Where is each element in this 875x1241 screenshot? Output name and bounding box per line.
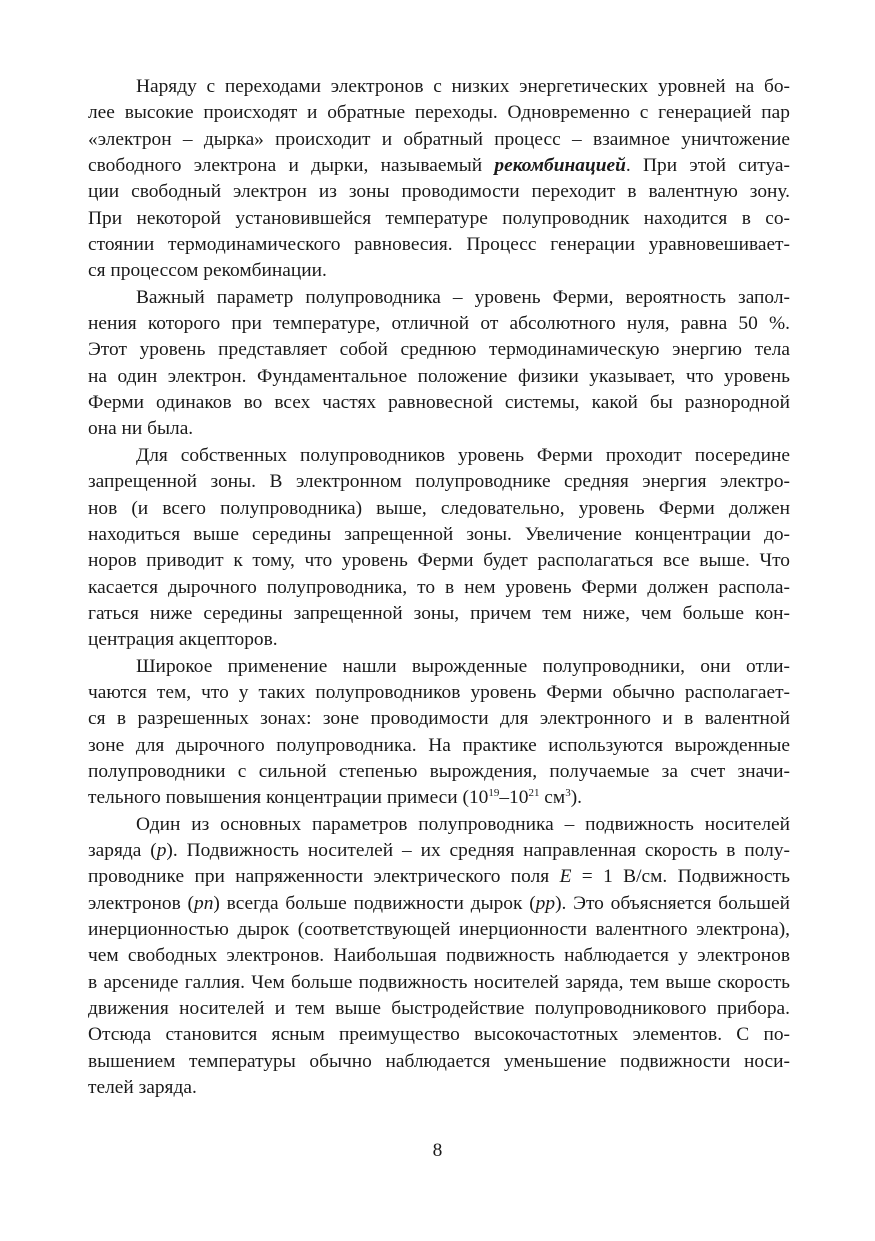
text-line: стоянии термодинамического равновесия. Процесс генерации уравновешивает-: [88, 234, 790, 256]
text-line: лее высокие происходят и обратные переходы. Одновременно с генерацией пар: [88, 102, 790, 124]
text-line: заряда (p). Подвижность носителей – их средняя направленная скорость в полу-: [88, 839, 790, 861]
superscript: 3: [565, 787, 571, 800]
text-line: электронов (pn) всегда больше подвижности дырок (pp). Это объясняется большей: [88, 892, 790, 914]
variable: E: [559, 866, 572, 888]
text-line: полупроводники с сильной степенью вырождения, получаемые за счет значи-: [88, 760, 790, 782]
text-line: она ни была.: [88, 418, 194, 440]
text-line: ции свободный электрон из зоны проводимости переходит в валентную зону.: [88, 181, 790, 203]
text-line: Широкое применение нашли вырожденные полупроводники, они отли-: [136, 655, 790, 677]
superscript: 21: [528, 787, 540, 800]
text-line: касается дырочного полупроводника, то в нем уровень Ферми должен распола-: [88, 576, 790, 598]
text-line: зоне для дырочного полупроводника. На практике используются вырожденные: [88, 734, 790, 756]
text-line: Важный параметр полупроводника – уровень Ферми, вероятность запол-: [136, 286, 790, 308]
paragraph-intrinsic-semiconductors: [88, 443, 790, 654]
text-line: в арсениде галлия. Чем больше подвижность носителей заряда, тем выше скорость: [88, 971, 790, 993]
text-line: ся процессом рекомбинации.: [88, 260, 327, 282]
text-line: норов приводит к тому, что уровень Ферми будет располагаться все выше. Что: [88, 550, 790, 572]
text-line: центрация акцепторов.: [88, 629, 278, 651]
text-line: запрещенной зоны. В электронном полупроводнике средняя энергия электро-: [88, 471, 790, 493]
text-line: чем свободных электронов. Наибольшая подвижность наблюдается у электронов: [88, 945, 790, 967]
text-line: свободного электрона и дырки, называемый рекомбинацией. При этой ситуа-: [88, 155, 790, 177]
text-line: Наряду с переходами электронов с низких энергетических уровней на бо-: [136, 76, 790, 97]
text-line: «электрон – дырка» происходит и обратный процесс – взаимное уничтожение: [88, 128, 790, 150]
text-line: чаются тем, что у таких полупроводников уровень Ферми обычно располагает-: [88, 681, 790, 703]
variable: pp: [535, 892, 556, 914]
emphasized-term: рекомбинацией: [494, 155, 626, 177]
page-number: 8: [432, 1140, 443, 1161]
text-line: тельного повышения концентрации примеси ($10^{19}-10^{21}$ $см^3$).: [88, 787, 582, 809]
paragraph-fermi-level: [88, 285, 790, 443]
paragraph-carrier-mobility: [88, 812, 790, 1102]
text-line: находиться выше середины запрещенной зоны. Увеличение концентрации до-: [88, 523, 790, 545]
text-line: Для собственных полупроводников уровень Ферми проходит посередине: [136, 444, 790, 466]
text-line: Один из основных параметров полупроводника – подвижность носителей: [136, 813, 790, 835]
text-line: Отсюда становится ясным преимущество высокочастотных элементов. С по-: [88, 1024, 790, 1046]
text-line: При некоторой установившейся температуре полупроводник находится в со-: [88, 207, 790, 229]
text-line: Этот уровень представляет собой среднюю термодинамическую энергию тела: [88, 339, 790, 361]
variable: p: [156, 839, 167, 861]
text-line: движения носителей и тем выше быстродействие полупроводникового прибора.: [88, 998, 790, 1020]
document-body: [88, 74, 790, 1101]
text-line: проводнике при напряженности электрического поля E = 1 В/см. Подвижность: [88, 866, 790, 888]
text-line: ся в разрешенных зонах: зоне проводимости для электронного и в валентной: [88, 708, 790, 730]
superscript: 19: [488, 787, 500, 800]
paragraph-degenerate-semiconductors: [88, 654, 790, 812]
text-line: вышением температуры обычно наблюдается уменьшение подвижности носи-: [88, 1050, 790, 1072]
text-line: Ферми одинаков во всех частях равновесной системы, какой бы разнородной: [88, 392, 790, 414]
text-line: гаться ниже середины запрещенной зоны, причем тем ниже, чем больше кон-: [88, 602, 790, 624]
text-line: телей заряда.: [88, 1077, 197, 1099]
text-line: нов (и всего полупроводника) выше, следовательно, уровень Ферми должен: [88, 497, 790, 519]
text-line: нения которого при температуре, отличной от абсолютного нуля, равна 50 %.: [88, 313, 790, 335]
variable: pn: [194, 892, 214, 914]
text-line: инерционностью дырок (соответствующей инерционности валентного электрона),: [88, 919, 790, 940]
text-line: на один электрон. Фундаментальное положение физики указывает, что уровень: [88, 365, 790, 387]
paragraph-recombination: [88, 74, 790, 285]
